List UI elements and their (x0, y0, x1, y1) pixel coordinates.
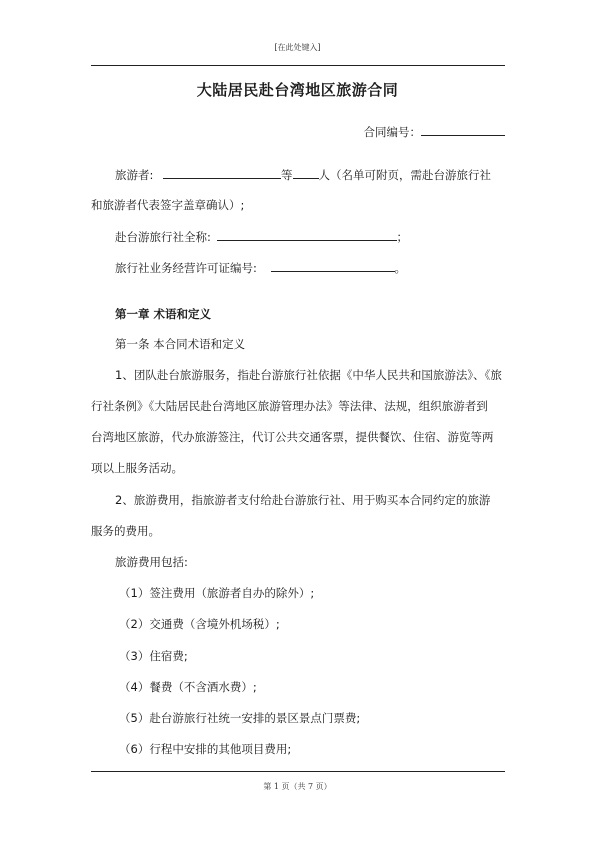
fees-intro: 旅游费用包括: (115, 555, 188, 569)
article-heading: 第一条 本合同术语和定义 (115, 337, 246, 351)
fee-item: （2）交通费（含境外机场税）; (119, 617, 280, 631)
tourist-ren-text: 人（名单可附页，需赴台游旅行社 (318, 168, 492, 182)
contract-number-label: 合同编号： (363, 125, 421, 139)
tourist-deng: 等 (281, 168, 293, 182)
fee-item: （4）餐费（不含酒水费）; (119, 680, 257, 694)
document-title: 大陆居民赴台湾地区旅游合同 (196, 81, 399, 99)
license-end: 。 (394, 261, 407, 275)
paragraph-1-line-2: 行社条例》《大陆居民赴台湾地区旅游管理办法》等法律、法规，组织旅游者到 (91, 399, 488, 413)
tourist-count-blank[interactable] (293, 166, 319, 179)
page-footer: 第 1 页（共 7 页） (263, 782, 332, 791)
fee-item: （1）签注费用（旅游者自办的除外）; (119, 586, 315, 600)
license-number-blank[interactable] (271, 259, 395, 272)
tourist-line-2: 和旅游者代表签字盖章确认）; (91, 198, 245, 212)
paragraph-1-line-4: 项以上服务活动。 (91, 461, 183, 475)
agency-label: 赴台游旅行社全称: (115, 230, 211, 244)
fee-item: （6）行程中安排的其他项目费用; (119, 742, 292, 756)
tourist-name-blank[interactable] (163, 166, 281, 179)
fee-item: （5）赴台游旅行社统一安排的景区景点门票费; (119, 711, 361, 725)
page-header: [在此处键入] (274, 43, 321, 52)
license-line (115, 259, 505, 276)
paragraph-2-line-1: 2、旅游费用，指旅游者支付给赴台游旅行社、用于购买本合同约定的旅游 (115, 493, 491, 507)
agency-name-blank[interactable] (217, 228, 397, 241)
header-divider (91, 65, 505, 66)
paragraph-1-line-3: 台湾地区旅游，代办旅游签注，代订公共交通客票，提供餐饮、住宿、游览等两 (91, 430, 494, 444)
footer-divider (91, 771, 505, 772)
paragraph-1-line-1: 1、团队赴台旅游服务，指赴台游旅行社依据《中华人民共和国旅游法》、《旅 (115, 368, 502, 382)
license-label: 旅行社业务经营许可证编号: (115, 261, 257, 275)
chapter-heading: 第一章 术语和定义 (115, 307, 212, 321)
contract-number-line (0, 123, 505, 140)
agency-end: ； (396, 230, 409, 244)
agency-line (115, 228, 505, 245)
contract-number-blank[interactable] (421, 123, 505, 136)
fee-item: （3）住宿费; (119, 649, 188, 663)
paragraph-2-line-2: 服务的费用。 (91, 524, 160, 538)
tourist-label: 旅游者: (115, 168, 154, 182)
tourist-line (115, 166, 505, 183)
